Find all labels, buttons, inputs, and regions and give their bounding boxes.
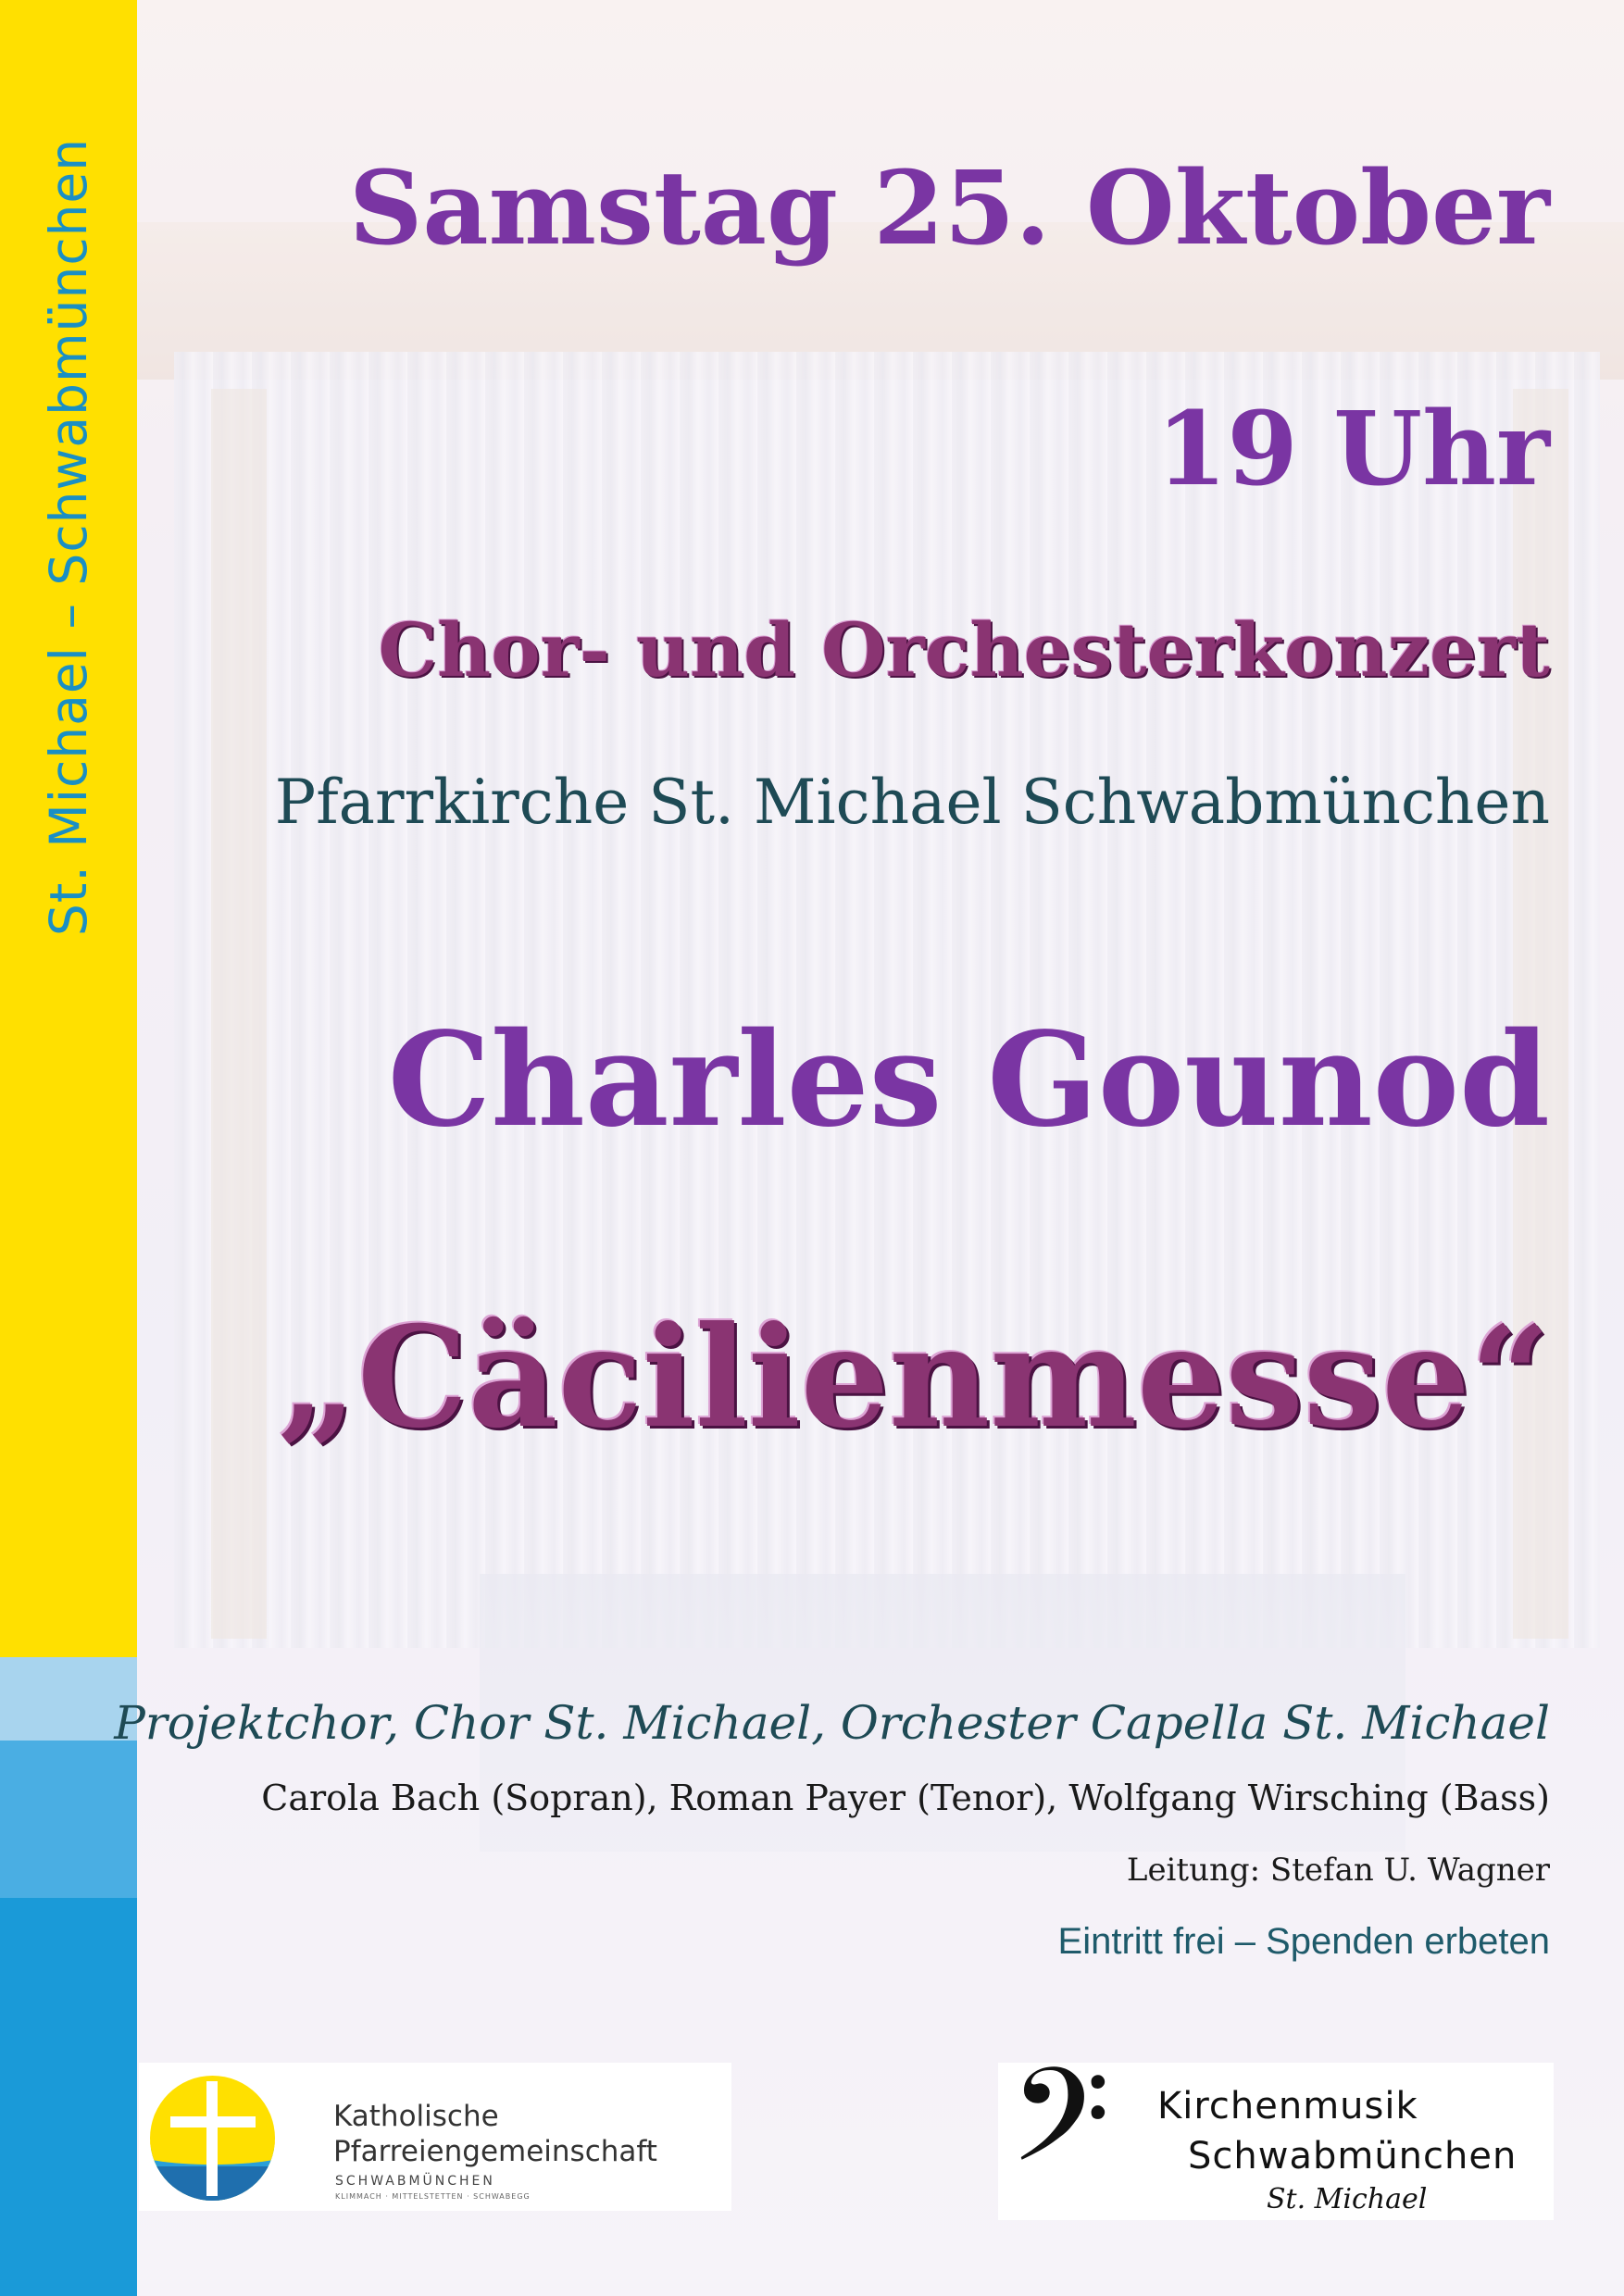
sidebar-vertical-title: St. Michael – Schwabmünchen <box>39 137 98 937</box>
event-time: 19 Uhr <box>1156 389 1550 508</box>
church-music-logo-line2: Schwabmünchen <box>1188 2135 1518 2177</box>
bass-clef-icon: 𝄢 <box>1009 2040 1111 2224</box>
church-music-logo-line3: St. Michael <box>1267 2183 1428 2215</box>
church-music-logo-line1: Kirchenmusik <box>1157 2085 1418 2128</box>
work-title: „Cäcilienmesse“ <box>277 1296 1550 1459</box>
parish-logo-line3: SCHWABMÜNCHEN <box>335 2174 495 2189</box>
parish-logo-line4: KLIMMACH · MITTELSTETTEN · SCHWABEGG <box>335 2192 531 2201</box>
event-type: Chor- und Orchesterkonzert <box>378 606 1550 693</box>
strip-wave-dark-blue <box>0 1898 137 2296</box>
conductor-line: Leitung: Stefan U. Wagner <box>1126 1852 1550 1889</box>
church-music-logo <box>998 2040 1554 2224</box>
parish-cross-icon <box>150 2076 275 2201</box>
composer-name: Charles Gounod <box>387 1004 1550 1156</box>
event-date: Samstag 25. Oktober <box>348 148 1550 268</box>
soloists-line: Carola Bach (Sopran), Roman Payer (Tenor), Wolfgang Wirsching (Bass) <box>261 1778 1550 1818</box>
parish-logo-line1: Katholische <box>333 2100 499 2133</box>
admission-note: Eintritt frei – Spenden erbeten <box>1057 1921 1550 1962</box>
event-venue: Pfarrkirche St. Michael Schwabmünchen <box>274 767 1550 838</box>
parish-logo <box>139 2063 731 2211</box>
performers-line: Projektchor, Chor St. Michael, Orchester Capella St. Michael <box>114 1696 1550 1750</box>
parish-logo-line2: Pfarreiengemeinschaft <box>333 2135 657 2168</box>
